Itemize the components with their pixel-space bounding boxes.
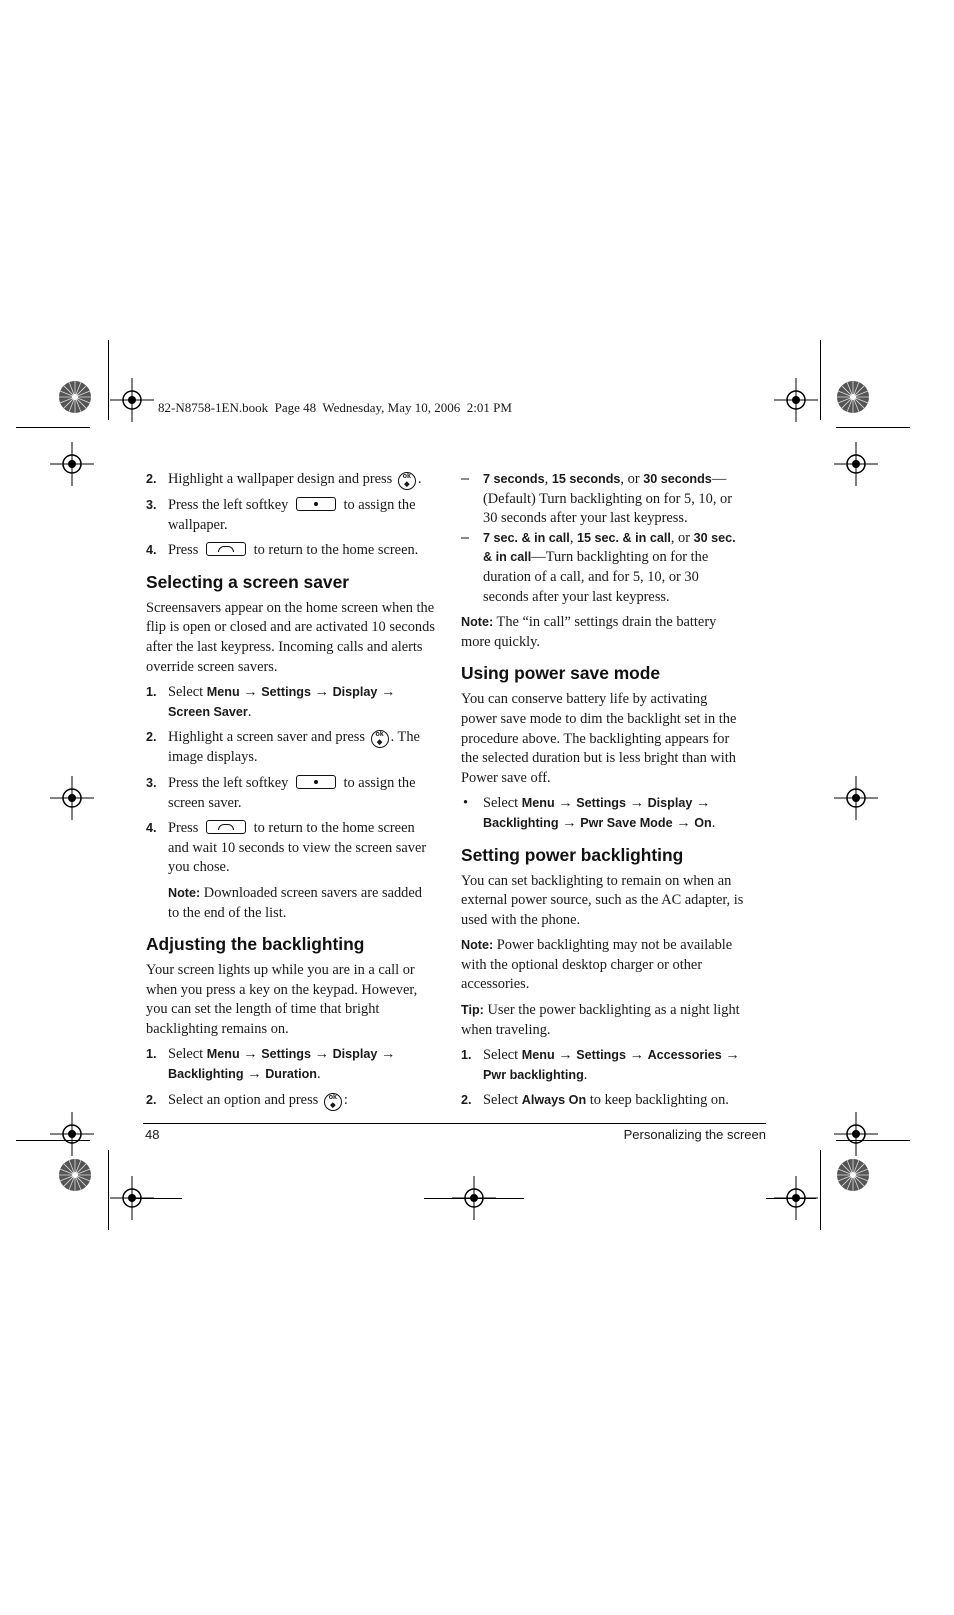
left-softkey-icon xyxy=(296,775,336,789)
crosshair-icon xyxy=(774,378,818,422)
footer-rule xyxy=(143,1123,766,1124)
list-item: 2. Highlight a wallpaper design and press ok ◆ . xyxy=(146,471,422,488)
list-item: 4. Press to return to the home screen. xyxy=(146,542,419,559)
paragraph: You can set backlighting to remain on when an external power source, such as the AC adapter, is used with the phone. xyxy=(461,872,744,928)
list-item: – 7 seconds, 15 seconds, or 30 seconds—(Default) Turn backlighting on for 5, 10, or 30 seconds after your last keypress. xyxy=(461,471,733,527)
crop-line xyxy=(108,340,109,420)
page-number: 48 xyxy=(145,1127,160,1142)
right-column xyxy=(461,470,746,1117)
color-wheel-icon xyxy=(836,380,870,414)
crop-line xyxy=(16,427,90,428)
paragraph: You can conserve battery life by activating power save mode to dim the backlight set in the procedure above. The backlighting appears for the selected duration but is less bright than with Power save off. xyxy=(461,691,737,786)
list-item: – 7 sec. & in call, 15 sec. & in call, or 30 sec. & in call—Turn backlighting on for the duration of a call, and for 5, 10, or 30 seconds after your last keypress. xyxy=(461,529,736,605)
section-heading: Selecting a screen saver xyxy=(146,571,350,592)
crop-line xyxy=(836,427,910,428)
crosshair-icon xyxy=(834,776,878,820)
note: Note: Power backlighting may not be available with the optional desktop charger or other accessories. xyxy=(461,937,733,993)
list-item: 2. Select an option and press ok ◆ : xyxy=(146,1091,348,1109)
list-item: 3. Press the left softkey to assign the screen saver. xyxy=(146,774,416,811)
list-item: 1. Select Menu → Settings → Accessories → Pwr backlighting. xyxy=(461,1047,740,1083)
end-key-icon xyxy=(206,820,246,834)
end-key-icon xyxy=(206,542,246,556)
list-item: 1. Select Menu → Settings → Display → Screen Saver. xyxy=(146,684,396,720)
ok-key-icon: ok ◆ xyxy=(324,1093,342,1111)
ok-key-icon: ok ◆ xyxy=(398,472,416,490)
crosshair-icon xyxy=(50,442,94,486)
list-item: 4. Press to return to the home screen and wait 10 seconds to view the screen saver you chose. xyxy=(146,820,427,876)
tip: Tip: User the power backlighting as a night light when traveling. xyxy=(461,1002,740,1038)
paragraph: Your screen lights up while you are in a call or when you press a key on the keypad. However, you can set the length of time that bright backlighting remains on. xyxy=(146,962,418,1037)
crosshair-icon xyxy=(834,1112,878,1156)
list-item: 2. Select Always On to keep backlighting on. xyxy=(461,1092,729,1109)
section-heading: Setting power backlighting xyxy=(461,844,684,865)
list-item: 2. Highlight a screen saver and press ok ◆ . The image displays. xyxy=(146,729,420,766)
paragraph: Screensavers appear on the home screen when the flip is open or closed and are activated 10 seconds after the last keypress. Incoming calls and alerts override screen savers. xyxy=(146,599,435,675)
note: Note: Downloaded screen savers are sadded to the end of the list. xyxy=(168,884,422,921)
color-wheel-icon xyxy=(836,1158,870,1192)
crosshair-icon xyxy=(50,1112,94,1156)
section-heading: Adjusting the backlighting xyxy=(146,934,365,955)
left-softkey-icon xyxy=(296,497,336,511)
list-item: • Select Menu → Settings → Display → Backlighting → Pwr Save Mode → On. xyxy=(463,795,716,831)
chapter-title: Personalizing the screen xyxy=(623,1127,766,1142)
list-item: 3. Press the left softkey to assign the wallpaper. xyxy=(146,497,416,533)
list-item: 1. Select Menu → Settings → Display → Backlighting → Duration. xyxy=(146,1046,396,1083)
crop-line xyxy=(424,1198,524,1199)
crosshair-icon xyxy=(110,378,154,422)
book-slug: 82-N8758-1EN.book Page 48 Wednesday, May 10, 2006 2:01 PM xyxy=(158,400,512,415)
crop-line xyxy=(820,1150,821,1230)
crosshair-icon xyxy=(834,442,878,486)
section-heading: Using power save mode xyxy=(461,663,661,684)
note: Note: The “in call” settings drain the battery more quickly. xyxy=(461,614,717,650)
crop-line xyxy=(132,1198,182,1199)
crosshair-icon xyxy=(50,776,94,820)
left-column xyxy=(146,470,436,1117)
color-wheel-icon xyxy=(58,380,92,414)
ok-key-icon: ok ◆ xyxy=(371,730,389,748)
crop-line xyxy=(766,1198,816,1199)
crop-line xyxy=(108,1150,109,1230)
color-wheel-icon xyxy=(58,1158,92,1192)
crop-line xyxy=(820,340,821,420)
